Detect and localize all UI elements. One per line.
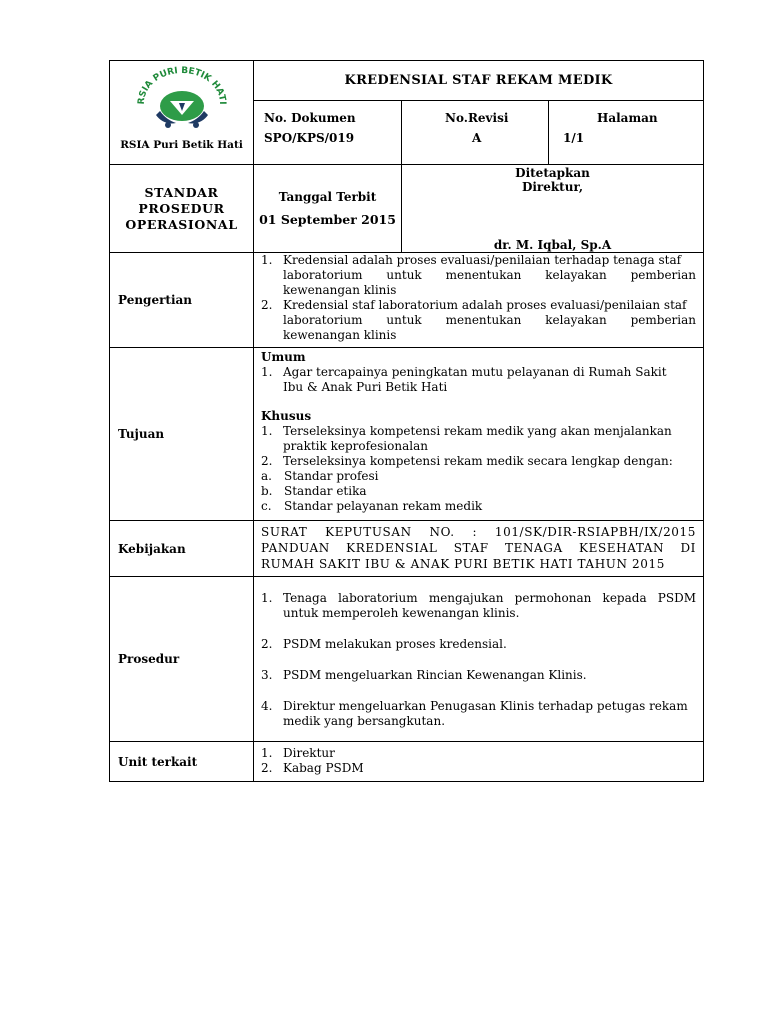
director-name: dr. M. Iqbal, Sp.A <box>493 238 612 252</box>
list-item: 1. Agar tercapainya peningkatan mutu pelayanan di Rumah Sakit Ibu & Anak Puri Betik Hati <box>261 365 667 394</box>
doc-number-cell <box>254 101 402 165</box>
khusus-title: Khusus <box>261 409 312 423</box>
issue-date: 01 September 2015 <box>259 212 396 227</box>
list-item: 1. Kredensial adalah proses evaluasi/penilaian terhadap tenaga staf laboratorium untuk menentukan kelayakan pemberian kewenangan klinis <box>261 253 697 297</box>
doc-number-value: SPO/KPS/019 <box>264 131 355 145</box>
list-item: 1. Tenaga laboratorium mengajukan permohonan kepada PSDM untuk memperoleh kewenangan klinis. <box>261 591 697 620</box>
revision-value: A <box>472 131 482 145</box>
standard-line-3: OPERASIONAL <box>125 216 238 232</box>
tujuan-content <box>254 348 704 521</box>
standard-line-1: STANDAR <box>144 184 219 200</box>
approval-cell <box>402 165 704 253</box>
sub-list-item: b. Standar etika <box>261 484 367 498</box>
list-item: 2. Kredensial staf laboratorium adalah proses evaluasi/penilaian staf laboratorium untuk menentukan kelayakan pemberian kewenangan klinis <box>261 298 697 342</box>
list-item: 4. Direktur mengeluarkan Penugasan Klinis terhadap petugas rekam medik yang bersangkutan. <box>261 699 688 728</box>
set-by-label: Ditetapkan <box>515 166 590 180</box>
sub-list-item: a. Standar profesi <box>261 469 379 483</box>
page-label: Halaman <box>597 111 658 125</box>
kebijakan-content: SURAT KEPUTUSAN NO. : 101/SK/DIR-RSIAPBH/IX/2015 PANDUAN KREDENSIAL STAF TENAGA KESEHATAN DI RUMAH SAKIT IBU & ANAK PURI BETIK HATI TAHUN 2015 <box>254 521 704 577</box>
hospital-logo <box>130 63 234 133</box>
page-cell <box>549 101 704 165</box>
pengertian-label: Pengertian <box>110 253 254 348</box>
standard-label-cell <box>110 165 254 253</box>
list-item: 2. PSDM melakukan proses kredensial. <box>261 637 507 651</box>
logo-arc-text: RSIA PURI BETIK HATI <box>136 65 227 105</box>
page-value: 1/1 <box>563 131 585 145</box>
kebijakan-label: Kebijakan <box>110 521 254 577</box>
document-title: KREDENSIAL STAF REKAM MEDIK <box>254 61 704 101</box>
revision-label: No.Revisi <box>445 111 509 125</box>
unit-terkait-label: Unit terkait <box>110 742 254 782</box>
revision-cell <box>402 101 549 165</box>
pengertian-content <box>254 253 704 348</box>
list-item: 2. Kabag PSDM <box>261 760 364 775</box>
set-by-role: Direktur, <box>521 180 584 194</box>
logo-cell <box>110 61 254 165</box>
tujuan-label: Tujuan <box>110 348 254 521</box>
list-item: 1. Terseleksinya kompetensi rekam medik yang akan menjalankan praktik keprofesionalan <box>261 424 672 453</box>
unit-terkait-content <box>254 742 704 782</box>
list-item: 3. PSDM mengeluarkan Rincian Kewenangan Klinis. <box>261 668 587 682</box>
hospital-name: RSIA Puri Betik Hati <box>120 139 243 151</box>
issue-date-cell <box>254 165 402 253</box>
umum-title: Umum <box>261 350 306 364</box>
sub-list-item: c. Standar pelayanan rekam medik <box>261 499 483 513</box>
spo-document-table <box>109 60 704 782</box>
doc-number-label: No. Dokumen <box>264 111 356 125</box>
list-item: 2. Terseleksinya kompetensi rekam medik secara lengkap dengan: <box>261 454 673 468</box>
list-item: 1. Direktur <box>261 745 335 760</box>
prosedur-label: Prosedur <box>110 577 254 742</box>
issue-label: Tanggal Terbit <box>278 190 377 204</box>
prosedur-content <box>254 577 704 742</box>
standard-line-2: PROSEDUR <box>138 200 225 216</box>
